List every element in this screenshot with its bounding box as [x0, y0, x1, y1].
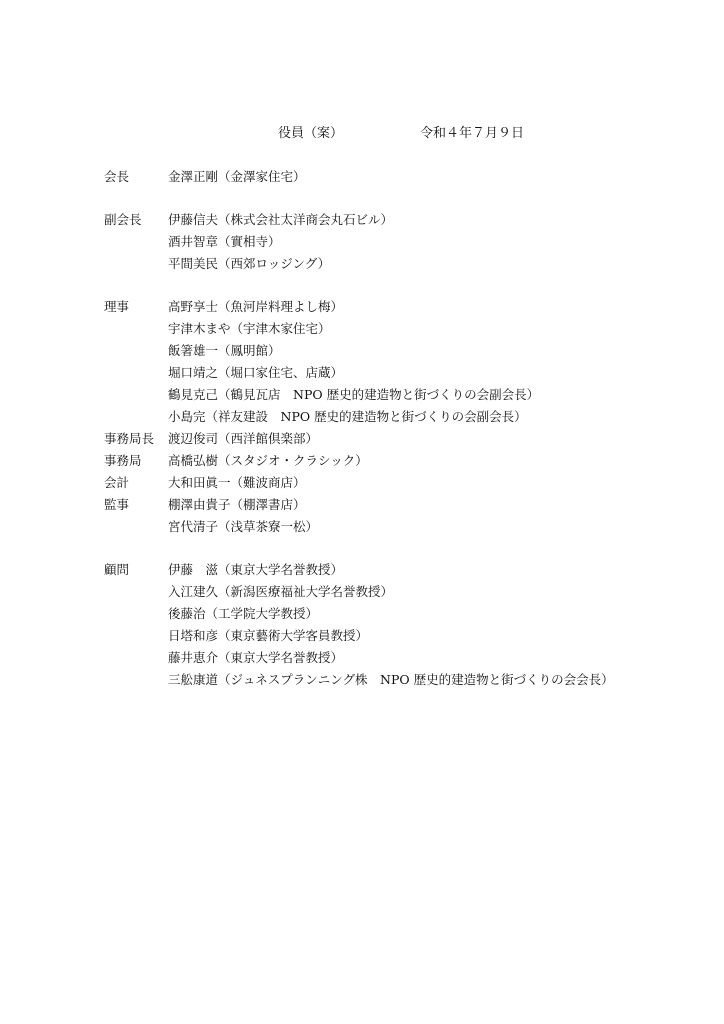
role-label-blank: [104, 318, 168, 340]
roster-row: [104, 406, 704, 428]
roster-row: [104, 428, 704, 450]
roster-row: [104, 340, 704, 362]
member-name: 藤井恵介（東京大学名誉教授）: [168, 650, 344, 665]
role-group-vice-chairman: [104, 209, 704, 275]
roster-row: [104, 296, 704, 318]
role-label-blank: [104, 647, 168, 669]
role-label: 事務局長: [104, 431, 155, 446]
member-name: 伊藤 滋（東京大学名誉教授）: [168, 562, 344, 577]
role-label: 会長: [104, 169, 130, 184]
roster-row: [104, 209, 704, 231]
member-name: 棚澤由貴子（棚澤書店）: [168, 497, 306, 512]
role-label-blank: [104, 362, 168, 384]
member-name: 宮代清子（浅草茶寮一松）: [168, 519, 319, 534]
roster-row: [104, 494, 704, 516]
roster-row: [104, 472, 704, 494]
role-label: 顧問: [104, 562, 130, 577]
member-name: 小島完（祥友建設 NPO 歴史的建造物と街づくりの会副会長）: [168, 409, 527, 424]
role-group-secretary-general: [104, 428, 704, 450]
role-label-blank: [104, 340, 168, 362]
role-label-blank: [104, 581, 168, 603]
member-name: 渡辺俊司（西洋館倶楽部）: [168, 431, 319, 446]
role-label: 副会長: [104, 212, 142, 227]
member-name: 宇津木まや（宇津木家住宅）: [168, 321, 331, 336]
member-name: 大和田眞一（難波商店）: [168, 475, 306, 490]
role-label: 理事: [104, 299, 130, 314]
member-name: 酒井智章（實相寺）: [168, 234, 281, 249]
role-label-blank: [104, 406, 168, 428]
role-label-blank: [104, 603, 168, 625]
member-name: 高野享士（魚河岸料理よし梅）: [168, 299, 344, 314]
role-label: 会計: [104, 475, 130, 490]
role-label-blank: [104, 231, 168, 253]
roster-row: [104, 603, 704, 625]
roster-row: [104, 625, 704, 647]
role-group-treasurer: [104, 472, 704, 494]
document-date: 令和４年７月９日: [420, 126, 525, 141]
roster-row: [104, 559, 704, 581]
role-group-advisors: [104, 559, 704, 691]
member-name: 堀口靖之（堀口家住宅、店蔵）: [168, 365, 344, 380]
roster-row: [104, 384, 704, 406]
role-label: 監事: [104, 497, 130, 512]
member-name: 鶴見克己（鶴見瓦店 NPO 歴史的建造物と街づくりの会副会長）: [168, 387, 540, 402]
roster-row: [104, 516, 704, 538]
roster-row: [104, 362, 704, 384]
officer-roster: [104, 166, 704, 712]
roster-row: [104, 450, 704, 472]
member-name: 高橋弘樹（スタジオ・クラシック）: [168, 453, 368, 468]
roster-row: [104, 669, 704, 691]
roster-row: [104, 318, 704, 340]
member-name: 三舩康道（ジュネスプランニング株 NPO 歴史的建造物と街づくりの会会長）: [168, 672, 614, 687]
role-group-auditors: [104, 494, 704, 538]
member-name: 飯箸雄一（鳳明館）: [168, 343, 281, 358]
member-name: 後藤治（工学院大学教授）: [168, 606, 319, 621]
member-name: 平間美民（西郊ロッジング）: [168, 256, 331, 271]
roster-row: [104, 231, 704, 253]
member-name: 金澤正剛（金澤家住宅）: [168, 169, 306, 184]
role-group-directors: [104, 296, 704, 428]
roster-row: [104, 253, 704, 275]
role-label-blank: [104, 253, 168, 275]
roster-row: [104, 166, 704, 188]
member-name: 日塔和彦（東京藝術大学客員教授）: [168, 628, 369, 643]
role-label: 事務局: [104, 453, 142, 468]
member-name: 入江建久（新潟医療福祉大学名誉教授）: [168, 584, 394, 599]
role-label-blank: [104, 669, 168, 691]
roster-row: [104, 647, 704, 669]
document-header: [0, 122, 724, 142]
roster-row: [104, 581, 704, 603]
role-label-blank: [104, 384, 168, 406]
role-label-blank: [104, 516, 168, 538]
member-name: 伊藤信夫（株式会社太洋商会丸石ビル）: [168, 212, 394, 227]
document-title: 役員（案）: [278, 126, 344, 141]
role-group-chairman: [104, 166, 704, 188]
role-group-secretariat: [104, 450, 704, 472]
role-label-blank: [104, 625, 168, 647]
